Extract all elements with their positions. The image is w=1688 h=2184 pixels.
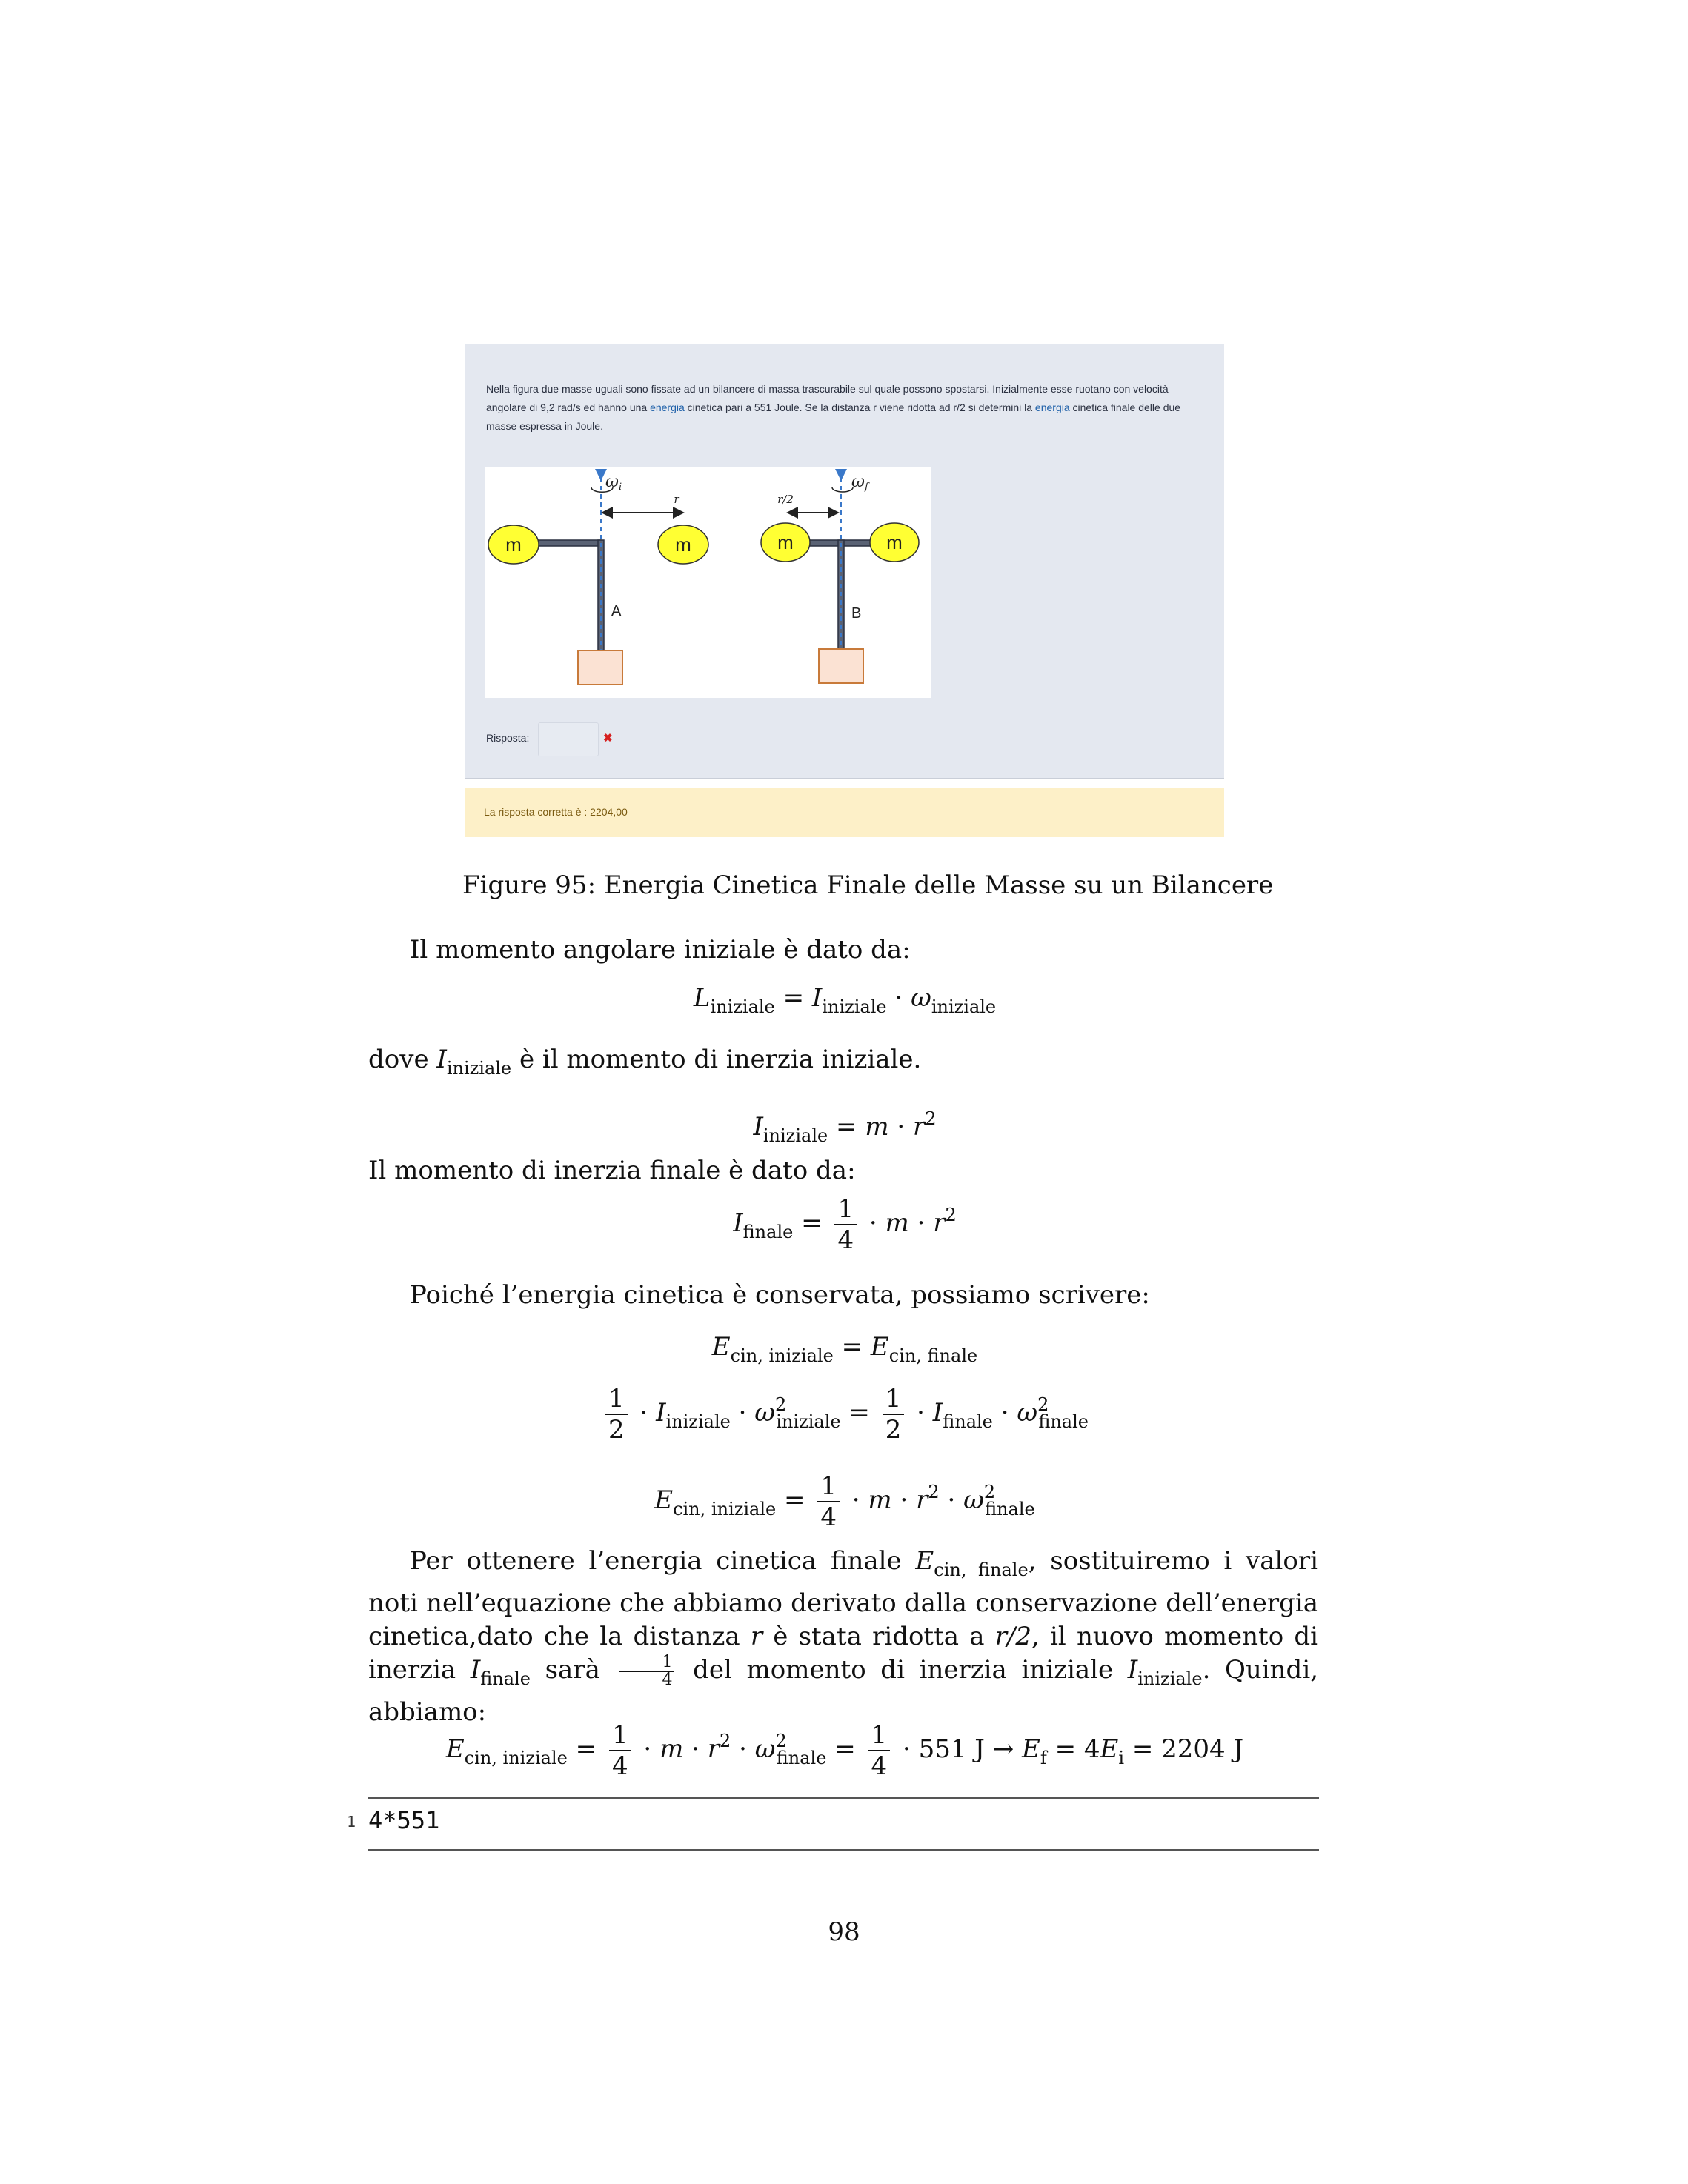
dist-r-label: r [674, 493, 679, 506]
svg-text:ωi: ωi [605, 473, 622, 493]
paragraph: Il momento angolare iniziale è dato da: [410, 935, 911, 965]
equation-inertia-initial: $I_{iniziale} = m \cdot r^2$ [753, 1108, 937, 1146]
omega-f: ω [851, 473, 865, 491]
mass-label: m [675, 533, 691, 556]
label-b: B [851, 605, 862, 622]
figure-caption: Figure 95: Energia Cinetica Finale delle Masse su un Bilancere [462, 870, 1274, 900]
page-number: 98 [828, 1917, 860, 1947]
feedback-box [465, 788, 1224, 837]
equation-energy-final-form: $E_{cin, iniziale}$ = $\frac{1}{4}$ · $m \cdot r^2 \cdot \omega^2_{finale}$ [654, 1471, 1035, 1532]
paragraph: Poiché l’energia cinetica è conservata, possiamo scrivere: [410, 1280, 1150, 1310]
equation-angular-momentum: $L_{iniziale} = I_{iniziale} \cdot \omega_{iniziale}$ [693, 983, 997, 1017]
energia-link-2[interactable]: energia [1034, 402, 1070, 413]
question-text: Nella figura due masse uguali sono fissate ad un bilancere di massa trascurabile sul quale possono spostarsi. Inizialmente esse ruotano con velocità angolare di 9,2 rad/s ed hanno una energia cinetica pari a 551 Joule. Se la distanza r viene ridotta ad r/2 si determini la energia cinetica finale delle due masse espressa in Joule. [486, 383, 1181, 432]
paragraph-substitution: Per ottenere l’energia cinetica finale $E_{cin, finale}$, sostituiremo i valori noti nell’equazione che abbiamo derivato dalla conservazione dell’energia cinetica,dato che la distanza r è stata ridotta a r/2, il nuovo momento di inerzia $I_{finale}$ sarà $\frac{1}{4}$ del momento di inerzia iniziale $I_{iniziale}$. Quindi, abbiamo: [368, 1546, 1319, 1727]
wrong-icon: ✖ [603, 732, 613, 745]
code-line-number: 1 [347, 1813, 356, 1831]
equation-energy-conservation: $E_{cin, iniziale} = E_{cin, finale}$ [711, 1332, 978, 1366]
dist-r2-label: r/2 [777, 493, 794, 506]
code-rule-bottom [368, 1849, 1319, 1851]
paragraph: dove $I_{iniziale}$ è il momento di inerzia iniziale. [368, 1045, 922, 1079]
balance-figure [485, 467, 931, 698]
code-rule-top [368, 1797, 1319, 1799]
omega-i: ω [605, 473, 619, 491]
equation-result: $E_{cin, iniziale}$ = $\frac{1}{4}$ · $m \cdot r^2 \cdot \omega^2_{finale}$ = $\frac{1}{4}$ · 551 $J \to E_f = 4E_i = 2204$ J [445, 1720, 1244, 1781]
answer-input[interactable] [538, 722, 599, 756]
mass-label: m [886, 531, 903, 553]
equation-inertia-final: $I_{finale}$ = $\frac{1}{4}$ · $m \cdot r^2$ [733, 1194, 957, 1255]
system-a [488, 473, 708, 685]
label-a: A [611, 603, 622, 619]
system-b [761, 473, 919, 683]
feedback-text: La risposta corretta è : 2204,00 [484, 806, 628, 818]
paragraph: Il momento di inerzia finale è dato da: [368, 1156, 856, 1185]
code-line: 4*551 [368, 1806, 440, 1834]
mass-label: m [505, 533, 522, 556]
mass-label: m [777, 531, 794, 553]
equation-energy-expanded: $\frac{1}{2}$ · $I_{iniziale} \cdot \omega^2_{iniziale}$ = $\frac{1}{2}$ · $I_{finale} \cdot \omega^2_{finale}$ [371, 1384, 1319, 1445]
energia-link[interactable]: energia [650, 402, 685, 413]
svg-text:ωf: ωf [851, 473, 868, 493]
answer-label: Risposta: [486, 732, 530, 744]
exercise-screenshot [465, 344, 1224, 779]
